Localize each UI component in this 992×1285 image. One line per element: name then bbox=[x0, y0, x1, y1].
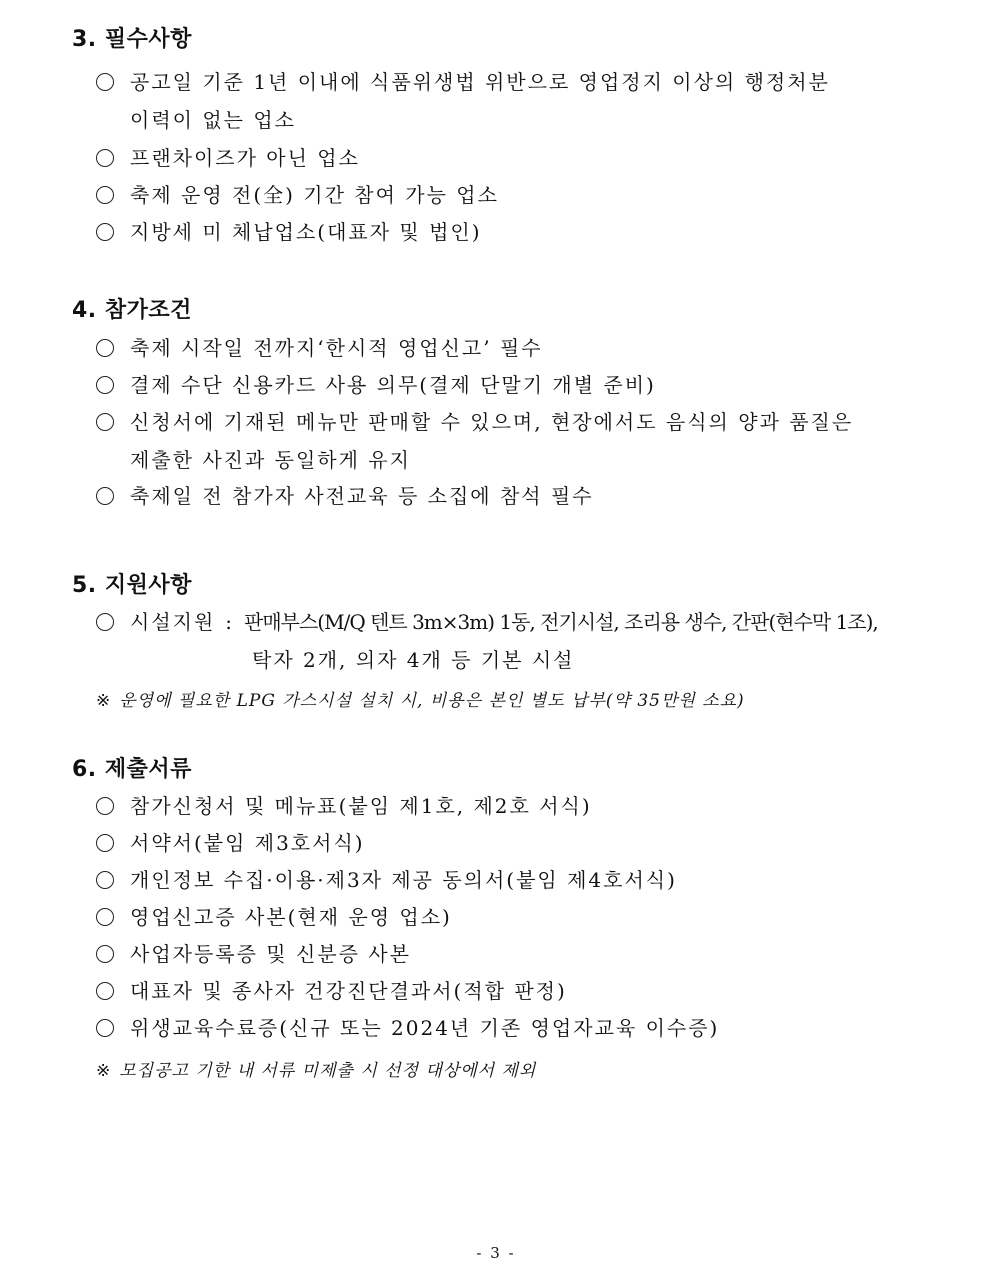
circle-bullet-icon bbox=[96, 834, 114, 852]
circle-bullet-icon bbox=[96, 797, 114, 815]
circle-bullet-icon bbox=[96, 1019, 114, 1037]
circle-bullet-icon bbox=[96, 186, 114, 204]
circle-bullet-icon bbox=[96, 376, 114, 394]
document-page: 3. 필수사항 공고일 기준 1년 이내에 식품위생법 위반으로 영업정지 이상의 행정처분 이력이 없는 업소 프랜차이즈가 아닌 업소 축제 운영 전(全) 기간 참여 가능 업소 지방세 미 체납업소(대표자 및 법인) 4. 참가조건 축제 시작일 전까지‘한시적 영업신고’ 필수 결제 수단 신용카드 사용 의무(결제 단말기 개별 준비) 신청서에 기재된 메뉴만 판매할 수 있으며, 현장에서도 음식의 양과 품질은 제출한 사진과 동일하게 유지 축제일 전 참가자 사전교육 등 소집에 참석 필수 5. 지원사항 시설지원 : 판매부스(M/Q 텐트 3m×3m) 1동, 전기시설, 조리용 생수, 간판(현수막 1조), 탁자 2개, 의자 4개 등 기본 시설 ※ 운영에 필요한 LPG 가스시설 설치 시, 비용은 본인 별도 납부(약 35만원 소요) 6. 제출서류 참가신청서 및 메뉴표(붙임 제1호, 제2호 서식) 서약서(붙임 제3호서식) 개인정보 수집·이용·제3자 제공 동의서(붙임 제4호서식) 영업신고증 사본(현재 운영 업소) 사업자등록증 및 신분증 사본 대표자 및 종사자 건강진단결과서(적합 판정) 위생교육수료증(신규 또는 2024년 기존 영업자교육 이수증) ※ 모집공고 기한 내 서류 미제출 시 선정 대상에서 제외 - 3 - bbox=[0, 0, 992, 1285]
support-continuation: 탁자 2개, 의자 4개 등 기본 시설 bbox=[252, 648, 575, 672]
circle-bullet-icon bbox=[96, 487, 114, 505]
note-text: 모집공고 기한 내 서류 미제출 시 선정 대상에서 제외 bbox=[119, 1061, 537, 1081]
circle-bullet-icon bbox=[96, 73, 114, 91]
support-label: 시설지원 bbox=[130, 610, 216, 634]
list-item-continuation: 제출한 사진과 동일하게 유지 bbox=[130, 448, 411, 472]
section-6-heading: 6. 제출서류 bbox=[72, 757, 192, 782]
note bbox=[96, 1056, 536, 1081]
list-item-continuation: 이력이 없는 업소 bbox=[130, 108, 296, 132]
circle-bullet-icon bbox=[96, 149, 114, 167]
section-5-heading: 5. 지원사항 bbox=[72, 573, 192, 598]
circle-bullet-icon bbox=[96, 613, 114, 631]
circle-bullet-icon bbox=[96, 871, 114, 889]
circle-bullet-icon bbox=[96, 908, 114, 926]
circle-bullet-icon bbox=[96, 223, 114, 241]
circle-bullet-icon bbox=[96, 982, 114, 1000]
support-colon: : bbox=[225, 610, 235, 634]
circle-bullet-icon bbox=[96, 945, 114, 963]
section-4-heading: 4. 참가조건 bbox=[72, 298, 192, 323]
circle-bullet-icon bbox=[96, 339, 114, 357]
section-3-heading: 3. 필수사항 bbox=[72, 27, 192, 52]
support-value: 판매부스(M/Q 텐트 3m×3m) 1동, 전기시설, 조리용 생수, 간판(현수막 1조), bbox=[244, 610, 878, 634]
page-number: - 3 - bbox=[476, 1244, 516, 1262]
reference-mark-icon: ※ bbox=[96, 1061, 112, 1081]
note bbox=[96, 686, 745, 711]
note-text: 운영에 필요한 LPG 가스시설 설치 시, 비용은 본인 별도 납부(약 35만원 소요) bbox=[119, 691, 745, 711]
circle-bullet-icon bbox=[96, 413, 114, 431]
reference-mark-icon: ※ bbox=[96, 691, 112, 711]
